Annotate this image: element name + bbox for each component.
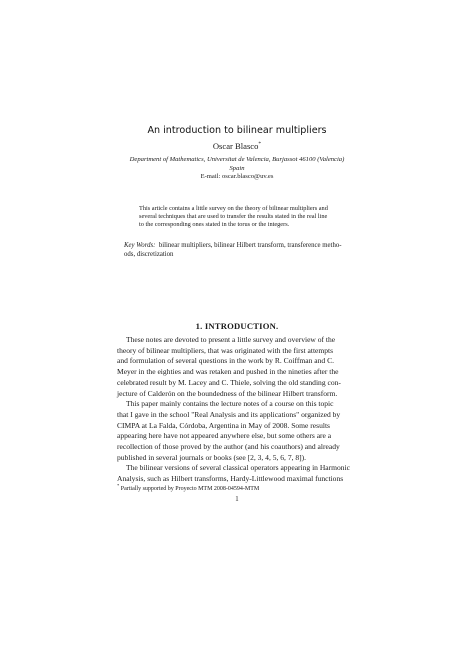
body-line: recollection of those proved by the author (and his coauthors) and already: [117, 442, 340, 452]
footnote-mark: *: [117, 483, 120, 488]
author-line: [0, 141, 474, 151]
body-line: celebrated result by M. Lacey and C. Thiele, solving the old standing con-: [117, 377, 341, 387]
keywords-label: Key Words:: [124, 242, 156, 249]
body-line: Meyer in the eighties and was retaken and pushed in the nineties after the: [117, 367, 339, 377]
body-text: [117, 335, 357, 485]
keywords-line: [124, 241, 354, 250]
body-line: Analysis, such as Hilbert transforms, Hardy-Littlewood maximal functions: [117, 474, 344, 484]
body-line: appearing here have not appeared anywhere else, but some others are a: [117, 431, 332, 441]
footnote-text: Partially supported by Proyecto MTM 2008-04594-MTM: [120, 486, 260, 492]
page-number: 1: [235, 496, 239, 503]
abstract: [139, 205, 335, 230]
abstract-line: This article contains a little survey on the theory of bilinear multipliers and: [139, 205, 328, 212]
keywords-text-continued: ods, discretization: [124, 251, 174, 258]
keywords: [124, 241, 354, 259]
body-line: This paper mainly contains the lecture notes of a course on this topic: [126, 399, 334, 409]
keywords-text: bilinear multipliers, bilinear Hilbert transform, transference metho-: [158, 242, 342, 249]
body-line: and formulation of several questions in the work by R. Coiffman and C.: [117, 356, 335, 366]
author-footnote-mark: *: [258, 141, 262, 148]
body-line: CIMPA at La Falda, Córdoba, Argentina in May of 2008. Some results: [117, 420, 330, 430]
author-name: Oscar Blasco: [212, 141, 259, 151]
affiliation-country: Spain: [229, 164, 245, 172]
body-line: theory of bilinear multipliers, that was originated with the first attempts: [117, 345, 334, 355]
author-email: E-mail: oscar.blasco@uv.es: [200, 173, 274, 181]
abstract-line: several techniques that are used to transfer the results stated in the real line: [139, 213, 328, 221]
affiliation-block: [0, 156, 474, 182]
paper-title: An introduction to bilinear multipliers: [147, 125, 327, 136]
body-line: jecture of Calderón on the boundedness of the bilinear Hilbert transform.: [117, 388, 338, 398]
footnote: [117, 482, 357, 493]
affiliation-line: Department of Mathematics, Universitat de Valencia, Burjassot 46100 (Valencia): [129, 156, 345, 163]
body-line: These notes are devoted to present a little survey and overview of the: [126, 335, 336, 344]
body-line: published in several journals or books (see [2, 3, 4, 5, 6, 7, 8]).: [117, 452, 307, 462]
body-line: The bilinear versions of several classical operators appearing in Harmonic: [126, 463, 351, 473]
body-line: that I gave in the school "Real Analysis and its applications" organized by: [117, 409, 341, 419]
abstract-line: to the corresponding ones stated in the torus or the integers.: [139, 221, 290, 229]
section-heading: 1. INTRODUCTION.: [195, 321, 279, 331]
